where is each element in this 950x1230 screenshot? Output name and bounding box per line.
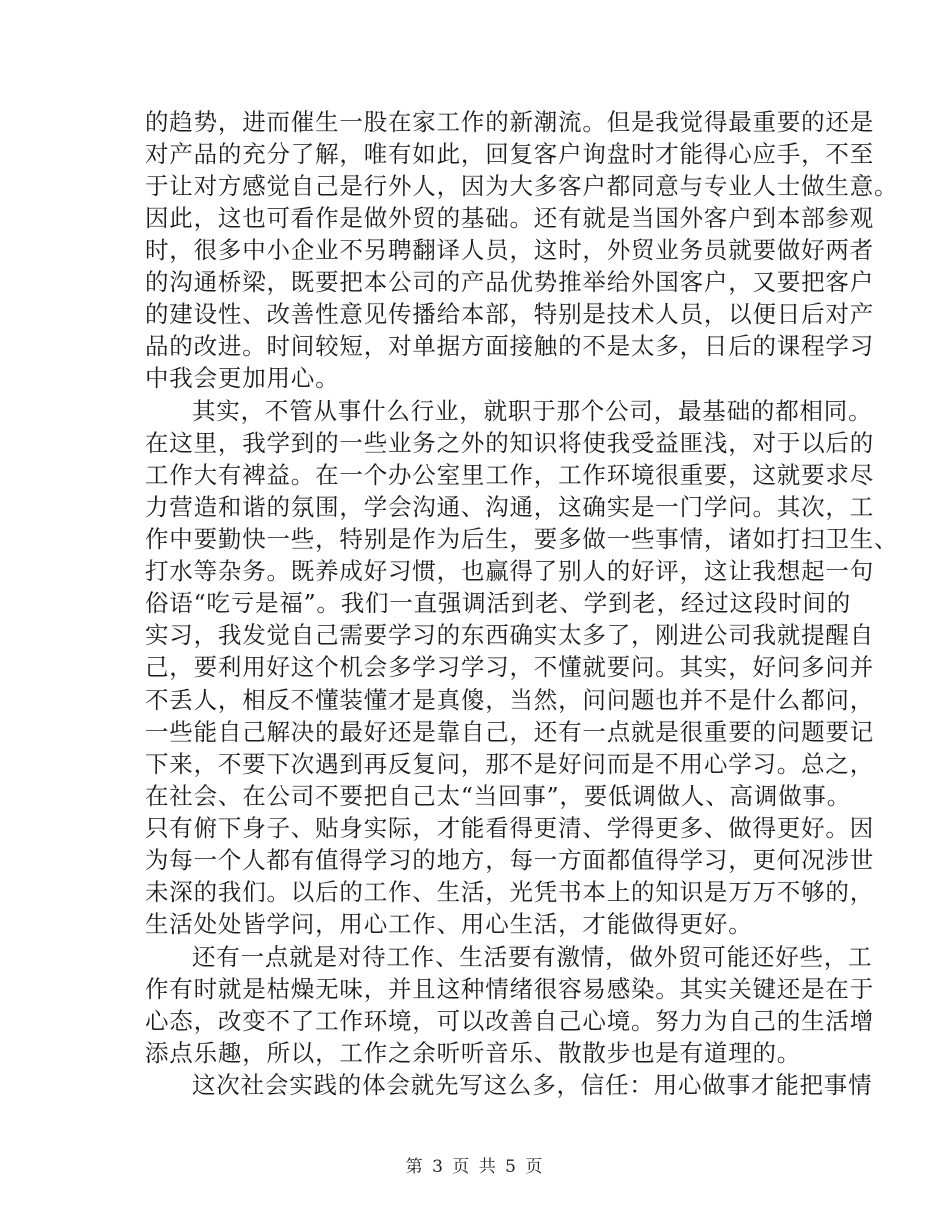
paragraph-first-line: 还有一点就是对待工作、生活要有激情，做外贸可能还好些，工 xyxy=(192,943,873,971)
text-line: 在这里，我学到的一些业务之外的知识将使我受益匪浅，对于以后的 xyxy=(145,429,874,457)
text-line: 工作大有裨益。在一个办公室里工作，工作环境很重要，这就要求尽 xyxy=(145,461,874,489)
text-line: 己，要利用好这个机会多学习学习，不懂就要问。其实，好问多问并 xyxy=(145,653,874,681)
text-line: 作有时就是枯燥无味，并且这种情绪很容易感染。其实关键还是在于 xyxy=(145,975,874,1003)
text-line: 的趋势，进而催生一股在家工作的新潮流。但是我觉得最重要的还是 xyxy=(145,108,874,136)
paragraph-first-line: 这次社会实践的体会就先写这么多，信任：用心做事才能把事情 xyxy=(192,1071,873,1099)
text-line: 心态，改变不了工作环境，可以改善自己心境。努力为自己的生活增 xyxy=(145,1007,874,1035)
text-line: 为每一个人都有值得学习的地方，每一方面都值得学习，更何况涉世 xyxy=(145,846,874,874)
page-number-footer: 第 3 页 共 5 页 xyxy=(405,1157,545,1177)
text-line: 只有俯下身子、贴身实际，才能看得更清、学得更多、做得更好。因 xyxy=(145,814,874,842)
text-line: 一些能自己解决的最好还是靠自己，还有一点就是很重要的问题要记 xyxy=(145,718,874,746)
text-line: 实习，我发觉自己需要学习的东西确实太多了，刚进公司我就提醒自 xyxy=(145,621,874,649)
text-line: 不丢人，相反不懂装懂才是真傻，当然，问问题也并不是什么都问， xyxy=(145,686,874,714)
text-line: 时，很多中小企业不另聘翻译人员，这时，外贸业务员就要做好两者 xyxy=(145,236,874,264)
text-line: 添点乐趣，所以，工作之余听听音乐、散散步也是有道理的。 xyxy=(145,1039,802,1067)
text-line: 生活处处皆学问，用心工作、用心生活，才能做得更好。 xyxy=(145,910,753,938)
text-line: 的沟通桥梁，既要把本公司的产品优势推举给外国客户，又要把客户 xyxy=(145,268,874,296)
text-line: 打水等杂务。既养成好习惯，也赢得了别人的好评，这让我想起一句 xyxy=(145,557,874,585)
text-line: 下来，不要下次遇到再反复问，那不是好问而是不用心学习。总之， xyxy=(145,750,874,778)
text-line: 在社会、在公司不要把自己太“当回事”，要低调做人、高调做事。 xyxy=(145,782,852,810)
text-line: 因此，这也可看作是做外贸的基础。还有就是当国外客户到本部参观 xyxy=(145,204,874,232)
paragraph-first-line: 其实，不管从事什么行业，就职于那个公司，最基础的都相同。 xyxy=(192,397,873,425)
text-line: 对产品的充分了解，唯有如此，回复客户询盘时才能得心应手，不至 xyxy=(145,140,874,168)
text-line: 未深的我们。以后的工作、生活，光凭书本上的知识是万万不够的， xyxy=(145,878,874,906)
text-line: 于让对方感觉自己是行外人，因为大多客户都同意与专业人士做生意。 xyxy=(145,172,899,200)
text-line: 作中要勤快一些，特别是作为后生，要多做一些事情，诸如打扫卫生、 xyxy=(145,525,899,553)
text-line: 中我会更加用心。 xyxy=(145,364,340,392)
text-line: 力营造和谐的氛围，学会沟通、沟通，这确实是一门学问。其次，工 xyxy=(145,493,874,521)
text-line: 的建设性、改善性意见传播给本部，特别是技术人员，以便日后对产 xyxy=(145,300,874,328)
text-line: 品的改进。时间较短，对单据方面接触的不是太多，日后的课程学习 xyxy=(145,332,874,360)
text-line: 俗语“吃亏是福”。我们一直强调活到老、学到老，经过这段时间的 xyxy=(145,589,852,617)
